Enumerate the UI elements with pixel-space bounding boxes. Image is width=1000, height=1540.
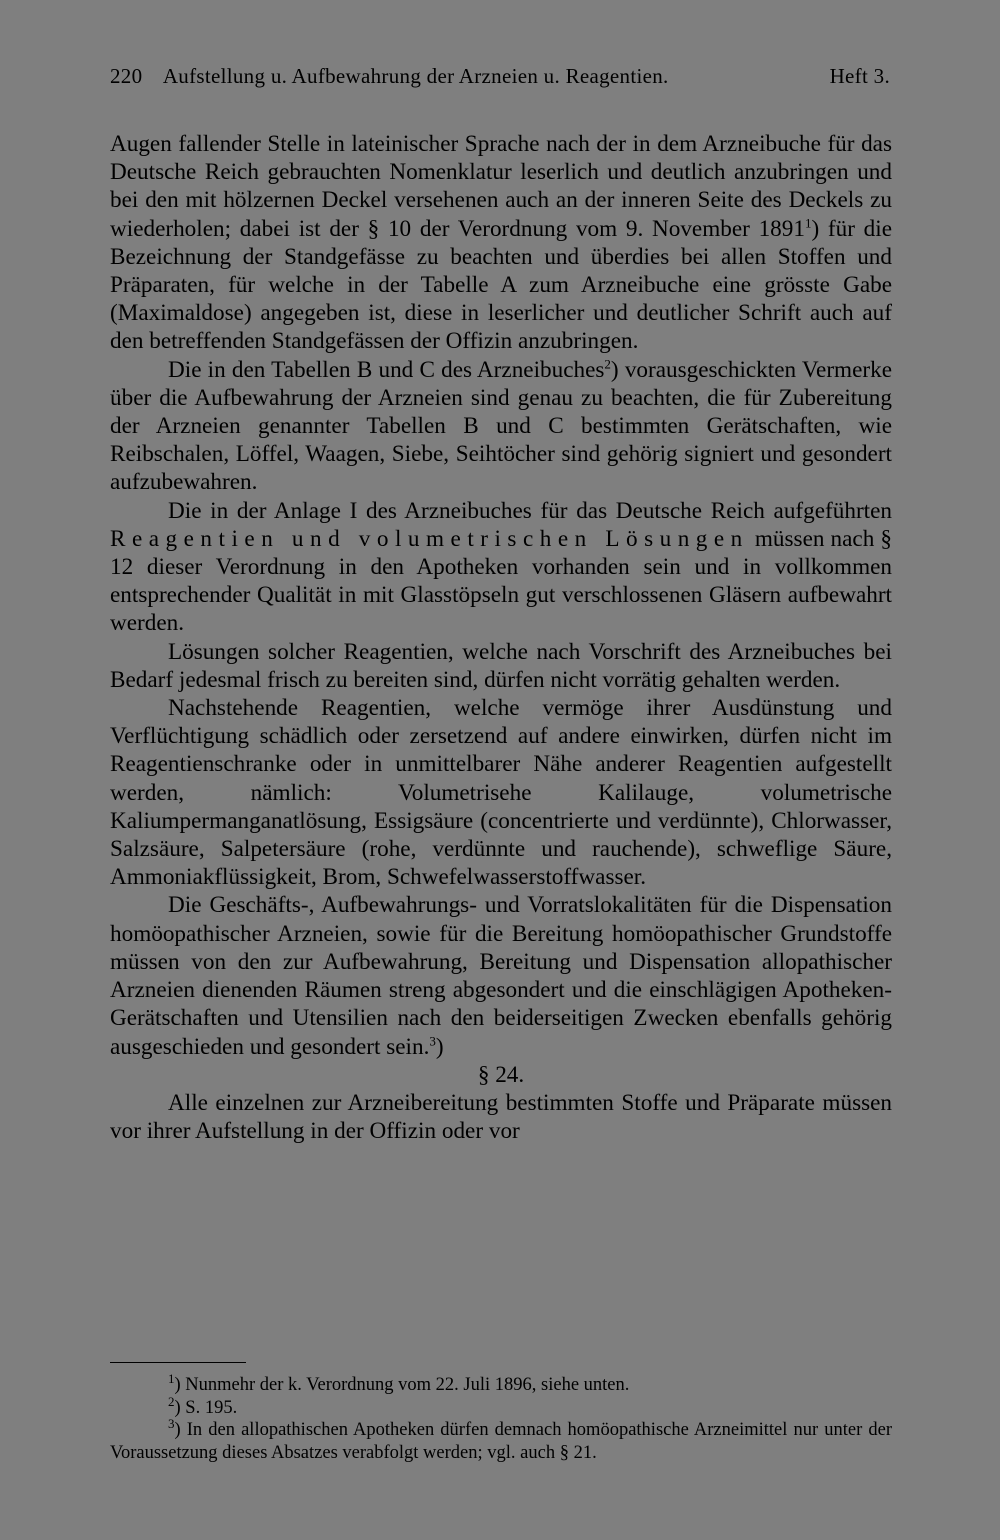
footnote-separator [110, 1362, 246, 1363]
footnote: $^3$) In den allopathischen Apotheken dürfen demnach homöopathische Arzneimittel nur unter der Voraussetzung dieses Absatzes verabfolgt werden; vgl. auch § 21. [110, 1415, 892, 1463]
paragraph: Die in der Anlage I des Arzneibuches für das Deutsche Reich aufgeführten Reagentien und volumetrischen Lösungen müssen nach § 12 dieser Verordnung in den Apotheken vorhanden sein und in vollkommen entsprechender Qualität in mit Glasstöpseln gut verschlossenen Gläsern aufbewahrt werden. [110, 497, 893, 637]
paragraph: Lösungen solcher Reagentien, welche nach Vorschrift des Arzneibuches bei Bedarf jedesmal frisch zu bereiten sind, dürfen nicht vorrätig gehalten werden. [110, 638, 892, 693]
emphasized-text: Reagentien und volumetrischen Lösungen [110, 525, 749, 552]
paragraph: Augen fallender Stelle in lateinischer Sprache nach der in dem Arzneibuche für das Deutsche Reich gebrauchten Nomenklatur leserlich und deutlich anzubringen und bei den mit hölzernen Deckel versehenen auch an der inneren Seite des Deckels zu wiederholen; dabei ist der § 10 der Verordnung vom 9. November 1891$^1$) für die Bezeichnung der Standgefässe zu beachten und überdies bei allen Stoffen und Präparaten, für welche in der Tabelle A zum Arzneibuche eine grösste Gabe (Maximaldose) angegeben ist, diese in leserlicher und deutlicher Schrift auch auf den betreffenden Standgefässen der Offizin anzubringen. [110, 131, 892, 355]
running-header [110, 64, 890, 89]
page-number: 220 [110, 64, 143, 88]
footnotes [110, 1370, 892, 1464]
footnote: $^2$) S. 195. [168, 1393, 238, 1418]
footnote: $^1$) Nunmehr der k. Verordnung vom 22. Juli 1896, siehe unten. [168, 1370, 630, 1395]
footnote-ref: 3 [429, 1032, 436, 1048]
main-text [110, 130, 892, 1145]
paragraph: Die in den Tabellen B und C des Arzneibuches$^2$) vorausgeschickten Vermerke über die Aufbewahrung der Arzneien sind genau zu beachten, die für Zubereitung der Arzneien genannter Tabellen B und C bestimmten Gerätschaften, wie Reibschalen, Löffel, Waagen, Siebe, Seihtöcher sind gehörig signiert und gesondert aufzubewahren. [110, 355, 892, 496]
running-title: Aufstellung u. Aufbewahrung der Arzneien u. Reagentien. [162, 64, 669, 88]
section-heading: § 24. [477, 1061, 525, 1088]
footnote-ref: 2 [604, 355, 611, 371]
paragraph: Alle einzelnen zur Arzneibereitung bestimmten Stoffe und Präparate müssen vor ihrer Aufstellung in der Offizin oder vor [110, 1089, 892, 1145]
paragraph: Die Geschäfts-, Aufbewahrungs- und Vorratslokalitäten für die Dispensation homöopathischer Arzneien, sowie für die Bereitung homöopathischer Grundstoffe müssen von den zur Aufbewahrung, Bereitung und Dispensation allopathischer Arzneien dienenden Räumen streng abgesondert und die einschlägigen Apotheken-Gerätschaften und Utensilien nach den beiderseitigen Zwecken ebenfalls gehörig ausgeschieden und gesondert sein.$^3$) [110, 892, 892, 1060]
footnote-ref: 1 [804, 214, 812, 230]
paragraph: Nachstehende Reagentien, welche vermöge ihrer Ausdünstung und Verflüchtigung schädlich oder zersetzend auf andere einwirken, dürfen nicht im Reagentienschranke oder in unmittelbarer Nähe anderer Reagentien aufgestellt werden, nämlich: Volumetrisehe Kalilauge, volumetrische Kaliumpermanganatlösung, Essigsäure (concentrierte und verdünnte), Chlorwasser, Salzsäure, Salpetersäure (rohe, verdünnte und rauchende), schweflige Säure, Ammoniakflüssigkeit, Brom, Schwefelwasserstoffwasser. [110, 695, 892, 891]
issue-label: Heft 3. [829, 64, 890, 88]
